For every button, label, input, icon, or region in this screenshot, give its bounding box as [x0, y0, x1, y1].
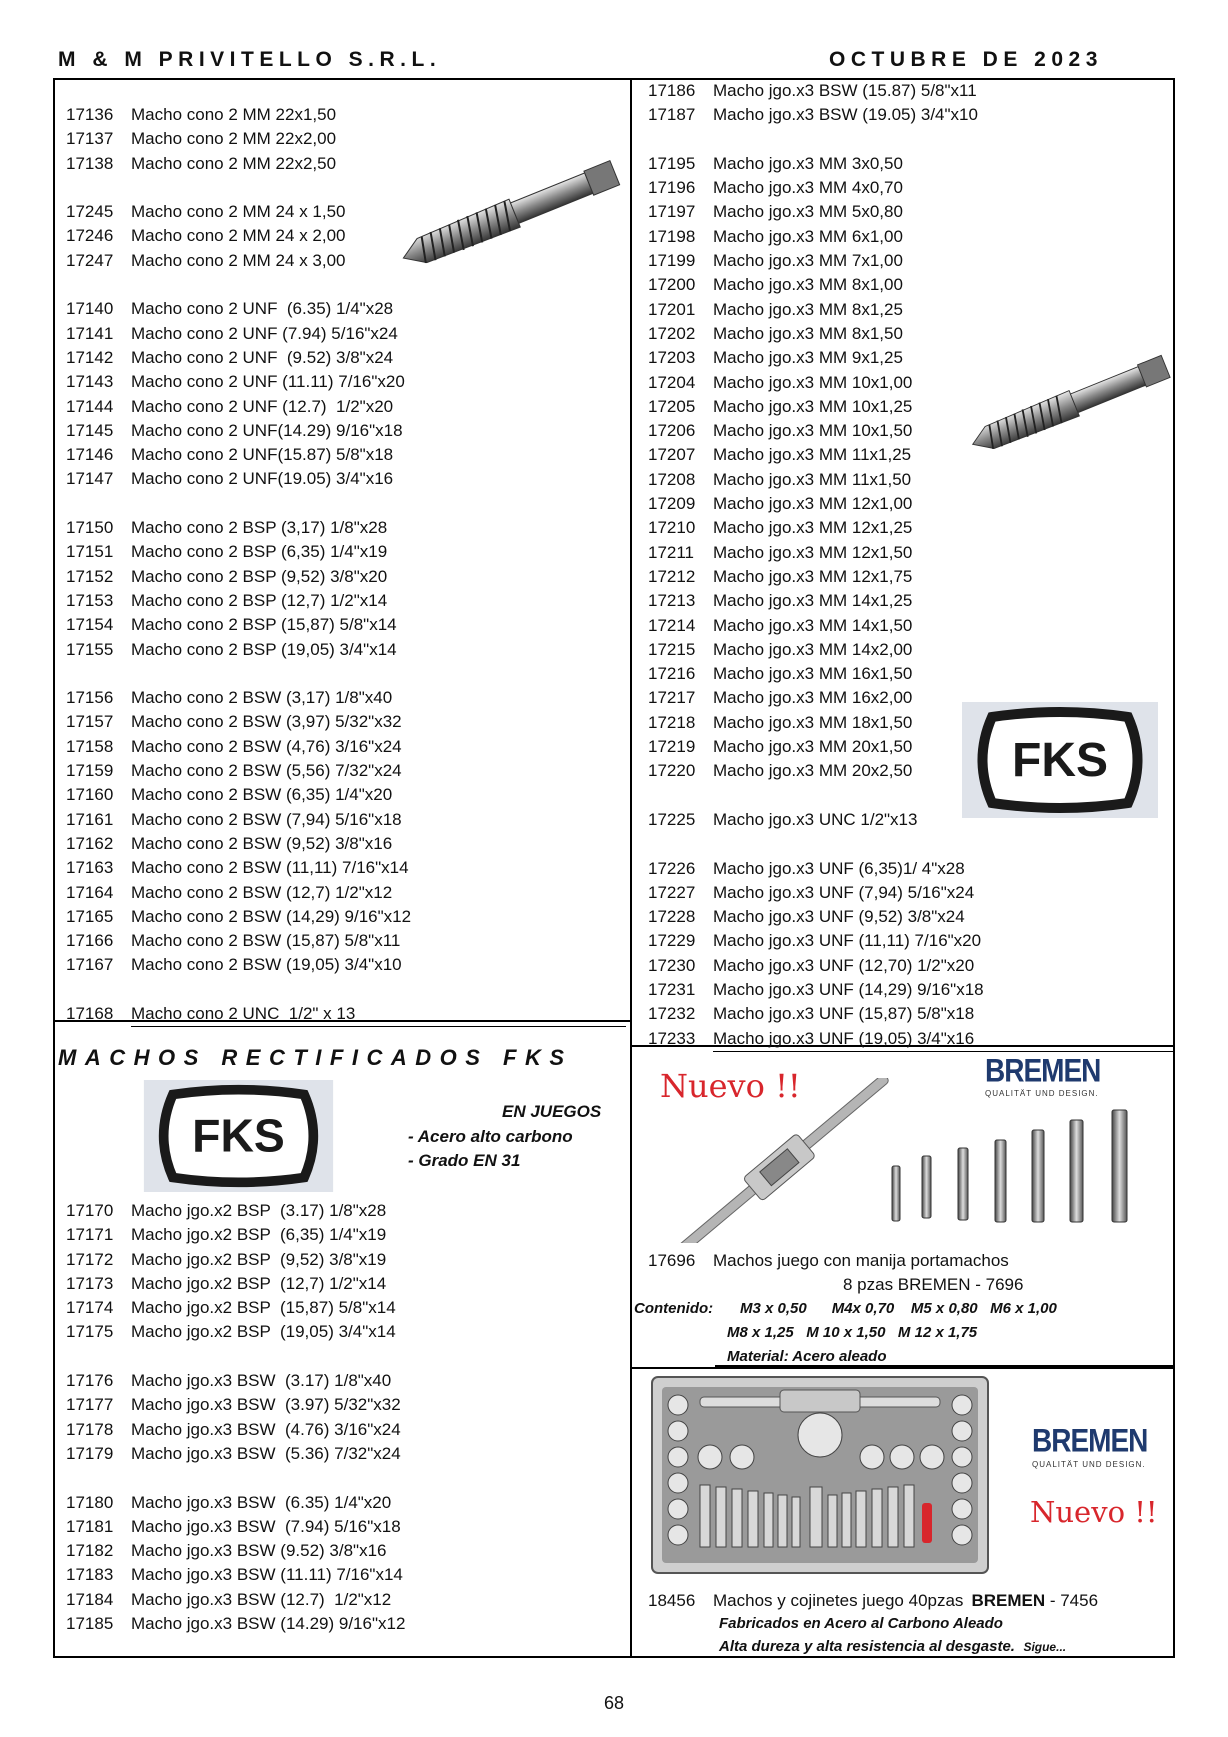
list-item	[639, 857, 1175, 881]
product-desc: Macho jgo.x3 MM 14x1,50	[713, 615, 913, 635]
product-code: 17226	[648, 858, 696, 878]
list-item	[639, 978, 1175, 1002]
en-juegos-label: EN JUEGOS	[502, 1102, 602, 1121]
product-code: 17136	[66, 105, 114, 124]
product-code: 17182	[66, 1541, 114, 1561]
product-code: 17180	[66, 1492, 114, 1512]
list-item	[57, 783, 626, 807]
product-desc: Macho jgo.x3 UNF (19,05) 3/4"x16	[713, 1027, 1175, 1052]
list-item	[639, 322, 1175, 346]
product-desc: Macho jgo.x3 BSW (12.7) 1/2"x12	[131, 1589, 392, 1609]
product-desc: Macho cono 2 UNF (12.7) 1/2"x20	[131, 396, 394, 416]
list-item	[639, 176, 1175, 200]
product-code: 17196	[648, 178, 696, 198]
product-desc: Macho jgo.x3 MM 8x1,00	[713, 275, 903, 295]
list-item	[57, 297, 626, 321]
list-item	[57, 710, 626, 734]
product-code: 17247	[66, 250, 114, 270]
list-item	[57, 540, 626, 564]
product-desc: Macho cono 2 BSW (6,35) 1/4"x20	[131, 785, 393, 805]
product-code: 17170	[66, 1201, 114, 1220]
product-desc: Macho jgo.x3 BSW (9.52) 3/8"x16	[131, 1541, 387, 1561]
list-item	[639, 298, 1175, 322]
product-desc: Macho cono 2 UNF (6.35) 1/4"x28	[131, 299, 394, 319]
product-code: 17205	[648, 396, 696, 416]
list-item	[57, 322, 626, 346]
list-item	[57, 1393, 405, 1417]
product-model: - 7456	[1045, 1591, 1099, 1610]
product-code: 17203	[648, 348, 696, 368]
product-code: 17168	[66, 1003, 114, 1023]
product-code: 17214	[648, 615, 696, 635]
product-code: 17167	[66, 955, 114, 975]
product-desc: Macho jgo.x3 BSW (14.29) 9/16"x12	[131, 1614, 406, 1634]
product-desc-line2: 8 pzas BREMEN - 7696	[843, 1275, 1024, 1295]
product-desc: Macho jgo.x2 BSP (12,7) 1/2"x14	[131, 1273, 387, 1293]
product-desc: Macho cono 2 MM 24 x 3,00	[131, 250, 346, 270]
product-code: 17155	[66, 639, 114, 659]
product-code: 17233	[648, 1028, 696, 1048]
product-code: 17228	[648, 907, 696, 927]
product-code: 17178	[66, 1419, 114, 1439]
product-desc: Macho cono 2 MM 24 x 2,00	[131, 226, 346, 246]
product-code: 18456	[648, 1591, 696, 1610]
product-code: 17157	[66, 712, 114, 732]
list-item	[57, 1199, 405, 1223]
product-desc: Macho cono 2 BSP (3,17) 1/8"x28	[131, 518, 388, 538]
product-desc: Macho jgo.x3 MM 12x1,25	[713, 518, 913, 538]
list-item	[639, 662, 1175, 686]
product-desc: Macho jgo.x3 BSW (7.94) 5/16"x18	[131, 1516, 401, 1536]
product-desc: Macho jgo.x3 MM 8x1,50	[713, 323, 903, 343]
product-code: 17187	[648, 105, 696, 125]
list-item	[57, 759, 626, 783]
list-item	[57, 1002, 626, 1027]
feature-grado: - Grado EN 31	[408, 1151, 521, 1170]
list-item	[57, 419, 626, 443]
list-item	[57, 832, 626, 856]
list-spacer	[639, 128, 1175, 152]
product-desc: Macho jgo.x3 UNF (15,87) 5/8"x18	[713, 1004, 975, 1024]
list-item	[57, 613, 626, 637]
product-code: 17207	[648, 445, 696, 465]
list-item	[57, 929, 626, 953]
list-item	[639, 1027, 1175, 1052]
product-desc: Macho jgo.x3 MM 12x1,75	[713, 566, 913, 586]
tap-die-case-image	[650, 1375, 990, 1575]
list-spacer	[57, 1466, 405, 1490]
list-item	[57, 103, 626, 127]
bremen-logo: BREMEN	[985, 1052, 1101, 1089]
product-code: 17142	[66, 347, 114, 367]
product-code: 17140	[66, 299, 114, 319]
product-code: 17225	[648, 809, 696, 829]
list-item	[57, 346, 626, 370]
product-desc: Macho cono 2 BSP (15,87) 5/8"x14	[131, 615, 397, 635]
product-code: 17184	[66, 1589, 114, 1609]
product-desc: Macho cono 2 BSW (14,29) 9/16"x12	[131, 906, 412, 926]
product-desc: Macho jgo.x3 MM 20x2,50	[713, 761, 913, 781]
list-item	[57, 1515, 405, 1539]
catalog-date: OCTUBRE DE 2023	[829, 48, 1103, 71]
product-code: 17174	[66, 1298, 114, 1318]
product-desc: Macho jgo.x3 MM 12x1,50	[713, 542, 913, 562]
product-code: 17232	[648, 1004, 696, 1024]
product-desc: Macho jgo.x3 BSW (3.17) 1/8"x40	[131, 1371, 392, 1391]
product-code: 17218	[648, 712, 696, 732]
product-desc: Macho jgo.x3 UNF (6,35)1/ 4"x28	[713, 858, 965, 878]
list-item	[639, 225, 1175, 249]
product-code: 17152	[66, 566, 114, 586]
list-spacer	[57, 1345, 405, 1369]
list-item	[57, 1588, 405, 1612]
product-desc: Macho jgo.x2 BSP (9,52) 3/8"x19	[131, 1249, 387, 1269]
product-desc: Macho jgo.x3 UNF (14,29) 9/16"x18	[713, 979, 984, 999]
list-spacer	[639, 832, 1175, 856]
product-desc: Macho jgo.x3 MM 8x1,25	[713, 299, 903, 319]
list-spacer	[57, 662, 626, 686]
list-item	[639, 200, 1175, 224]
product-desc: Macho jgo.x2 BSP (15,87) 5/8"x14	[131, 1298, 396, 1318]
product-code: 17183	[66, 1565, 114, 1585]
list-item	[57, 395, 626, 419]
product-code: 17206	[648, 421, 696, 441]
product-code: 17199	[648, 251, 696, 271]
tap-icon	[395, 150, 625, 280]
list-item	[57, 565, 626, 589]
product-code: 17159	[66, 761, 114, 781]
product-desc: Macho jgo.x3 UNF (9,52) 3/8"x24	[713, 907, 965, 927]
product-code: 17219	[648, 737, 696, 757]
product-desc: Macho jgo.x3 MM 14x1,25	[713, 591, 913, 611]
product-desc: Macho jgo.x2 BSP (3.17) 1/8"x28	[131, 1201, 387, 1220]
product-desc: Macho cono 2 BSW (5,56) 7/32"x24	[131, 761, 402, 781]
product-desc: Macho cono 2 BSW (19,05) 3/4"x10	[131, 955, 402, 975]
product-code: 17156	[66, 688, 114, 708]
list-item	[57, 1296, 405, 1320]
list-item	[57, 467, 626, 491]
product-code: 17137	[66, 129, 114, 149]
product-desc: Macho jgo.x3 MM 16x1,50	[713, 664, 913, 684]
tap-icon	[965, 345, 1175, 465]
product-brand: BREMEN	[971, 1591, 1046, 1610]
list-item	[57, 1442, 405, 1466]
product-code: 17163	[66, 858, 114, 878]
nuevo-badge: Nuevo !!	[660, 1067, 801, 1105]
svg-text:FKS: FKS	[1012, 734, 1108, 787]
product-desc: Macho jgo.x3 MM 11x1,50	[713, 469, 912, 489]
list-item	[57, 370, 626, 394]
product-code: 17204	[648, 372, 696, 392]
contenido-label: Contenido:	[634, 1300, 714, 1317]
product-code: 17231	[648, 979, 696, 999]
product-code: 17176	[66, 1371, 114, 1391]
list-item	[639, 1002, 1175, 1026]
product-desc: Macho jgo.x3 BSW (15.87) 5/8"x11	[713, 81, 977, 100]
list-item	[639, 905, 1175, 929]
nuevo-badge: Nuevo !!	[1030, 1495, 1158, 1529]
product-desc: Macho cono 2 BSW (4,76) 3/16"x24	[131, 736, 402, 756]
product-feature-text: Alta dureza y alta resistencia al desgaste.	[719, 1638, 1015, 1655]
product-desc: Macho cono 2 MM 22x2,50	[131, 153, 337, 173]
product-desc: Macho jgo.x3 MM 11x1,25	[713, 445, 912, 465]
product-code: 17172	[66, 1249, 114, 1269]
product-desc: Macho jgo.x3 MM 10x1,25	[713, 396, 913, 416]
product-desc: Macho jgo.x3 MM 14x2,00	[713, 639, 913, 659]
svg-text:FKS: FKS	[192, 1109, 285, 1162]
product-code: 17198	[648, 226, 696, 246]
list-item	[57, 953, 626, 977]
list-item	[57, 1612, 405, 1636]
list-item	[639, 954, 1175, 978]
product-desc: Machos juego con manija portamachos	[713, 1251, 1009, 1270]
product-code: 17147	[66, 469, 114, 489]
product-desc: Macho jgo.x3 UNC 1/2"x13	[713, 809, 918, 829]
list-item	[57, 589, 626, 613]
product-desc: Macho jgo.x3 BSW (4.76) 3/16"x24	[131, 1419, 401, 1439]
product-material: Fabricados en Acero al Carbono Aleado	[719, 1615, 1003, 1632]
fks-logo	[142, 1080, 335, 1192]
list-item	[57, 516, 626, 540]
product-code: 17154	[66, 615, 114, 635]
product-code: 17165	[66, 906, 114, 926]
product-desc: Macho jgo.x3 MM 5x0,80	[713, 202, 903, 222]
product-desc: Macho jgo.x3 MM 3x0,50	[713, 153, 903, 173]
product-code: 17220	[648, 761, 696, 781]
list-item	[639, 638, 1175, 662]
list-item	[57, 443, 626, 467]
product-desc: Macho cono 2 UNF (7.94) 5/16"x24	[131, 323, 398, 343]
list-item	[57, 1272, 405, 1296]
list-item	[57, 127, 626, 151]
product-desc: Macho jgo.x3 MM 7x1,00	[713, 251, 903, 271]
product-code: 17216	[648, 664, 696, 684]
product-desc: Macho jgo.x3 UNF (11,11) 7/16"x20	[713, 931, 982, 951]
list-item	[639, 881, 1175, 905]
product-code: 17158	[66, 736, 114, 756]
product-code: 17696	[648, 1251, 696, 1270]
product-code: 17210	[648, 518, 696, 538]
product-code: 17143	[66, 372, 114, 392]
product-code: 17138	[66, 153, 114, 173]
product-desc: Macho cono 2 BSW (11,11) 7/16"x14	[131, 858, 409, 878]
product-code: 17175	[66, 1322, 114, 1342]
list-spacer	[57, 492, 626, 516]
product-desc: Macho cono 2 BSP (12,7) 1/2"x14	[131, 590, 388, 610]
product-desc: Macho jgo.x3 BSW (11.11) 7/16"x14	[131, 1565, 403, 1585]
product-code: 17197	[648, 202, 696, 222]
product-desc: Macho cono 2 UNF(15.87) 5/8"x18	[131, 445, 394, 465]
product-code: 17177	[66, 1395, 114, 1415]
product-desc: Macho cono 2 BSW (3,97) 5/32"x32	[131, 712, 402, 732]
page-number: 68	[603, 1693, 625, 1713]
product-desc: Macho cono 2 MM 24 x 1,50	[131, 202, 346, 222]
list-item	[57, 1563, 405, 1587]
product-code: 17153	[66, 590, 114, 610]
product-desc: Macho jgo.x3 MM 18x1,50	[713, 712, 913, 732]
product-code: 17212	[648, 566, 696, 586]
product-code: 17211	[648, 542, 695, 562]
product-code: 17195	[648, 153, 696, 173]
product-code: 17209	[648, 494, 696, 514]
product-desc: Macho jgo.x3 MM 16x2,00	[713, 688, 913, 708]
contenido-line2: M8 x 1,25 M 10 x 1,50 M 12 x 1,75	[727, 1324, 978, 1341]
product-code: 17160	[66, 785, 114, 805]
list-item	[639, 103, 1175, 127]
list-item	[57, 1418, 405, 1442]
right-section-rule-2	[630, 1367, 1175, 1369]
section-title: MACHOS RECTIFICADOS FKS	[58, 1045, 573, 1070]
product-code: 17202	[648, 323, 696, 343]
product-code: 17150	[66, 518, 114, 538]
list-item	[639, 541, 1175, 565]
product-17696	[639, 1249, 1023, 1298]
price-list-left-bottom	[57, 1199, 405, 1636]
list-item	[57, 1539, 405, 1563]
product-code: 17179	[66, 1443, 114, 1463]
list-item	[57, 686, 626, 710]
product-desc: Macho cono 2 MM 22x1,50	[131, 105, 337, 124]
list-item	[57, 905, 626, 929]
material-label: Material: Acero aleado	[715, 1348, 1175, 1367]
product-desc: Macho cono 2 UNF (11.11) 7/16"x20	[131, 372, 405, 392]
column-divider	[630, 78, 632, 1658]
list-item	[639, 79, 1175, 103]
list-item	[639, 516, 1175, 540]
list-item	[57, 735, 626, 759]
product-desc: Macho jgo.x3 MM 10x1,50	[713, 421, 913, 441]
product-desc: Macho cono 2 BSW (3,17) 1/8"x40	[131, 688, 393, 708]
list-item	[639, 589, 1175, 613]
product-desc: Macho cono 2 UNF (9.52) 3/8"x24	[131, 347, 394, 367]
list-spacer	[57, 978, 626, 1002]
product-desc: Macho jgo.x3 BSW (3.97) 5/32"x32	[131, 1395, 401, 1415]
bremen-logo: BREMEN	[1032, 1422, 1148, 1459]
product-desc: Macho cono 2 BSW (7,94) 5/16"x18	[131, 809, 402, 829]
product-desc: Machos y cojinetes juego 40pzas	[713, 1591, 964, 1610]
product-code: 17166	[66, 931, 114, 951]
list-item	[639, 468, 1175, 492]
product-code: 17144	[66, 396, 114, 416]
list-item	[57, 1369, 405, 1393]
list-item	[639, 152, 1175, 176]
product-code: 17186	[648, 81, 696, 100]
product-code: 17227	[648, 882, 696, 902]
product-desc: Macho cono 2 BSW (15,87) 5/8"x11	[131, 931, 401, 951]
list-item	[639, 249, 1175, 273]
product-code: 17201	[648, 299, 696, 319]
product-desc: Macho cono 2 MM 22x2,00	[131, 129, 337, 149]
product-code: 17181	[66, 1516, 114, 1536]
product-code: 17164	[66, 882, 114, 902]
product-desc: Macho cono 2 BSP (9,52) 3/8"x20	[131, 566, 388, 586]
product-desc: Macho cono 2 BSW (12,7) 1/2"x12	[131, 882, 393, 902]
tap-set-image	[650, 1078, 1170, 1243]
price-list-right-top	[639, 79, 1175, 1052]
fks-logo	[962, 702, 1158, 818]
list-item	[57, 1491, 405, 1515]
list-item	[57, 881, 626, 905]
product-desc: Macho jgo.x3 BSW (5.36) 7/32"x24	[131, 1443, 401, 1463]
list-item	[639, 492, 1175, 516]
product-desc: Macho jgo.x2 BSP (6,35) 1/4"x19	[131, 1225, 387, 1245]
product-features	[719, 1638, 1066, 1656]
product-desc: Macho jgo.x3 BSW (19.05) 3/4"x10	[713, 105, 978, 125]
product-desc: Macho jgo.x3 MM 9x1,25	[713, 348, 903, 368]
product-desc: Macho cono 2 BSP (6,35) 1/4"x19	[131, 542, 388, 562]
product-desc: Macho jgo.x3 BSW (6.35) 1/4"x20	[131, 1492, 392, 1512]
product-code: 17145	[66, 420, 114, 440]
bremen-tagline: QUALITÄT UND DESIGN.	[1032, 1460, 1146, 1469]
product-code: 17229	[648, 931, 696, 951]
product-desc: Macho cono 2 BSW (9,52) 3/8"x16	[131, 833, 393, 853]
list-item	[639, 929, 1175, 953]
product-code: 17146	[66, 445, 114, 465]
list-item	[639, 273, 1175, 297]
list-item	[57, 856, 626, 880]
product-desc: Macho cono 2 BSP (19,05) 3/4"x14	[131, 639, 397, 659]
product-code: 17185	[66, 1614, 114, 1634]
product-desc: Macho jgo.x3 MM 12x1,00	[713, 494, 913, 514]
list-item	[57, 808, 626, 832]
product-desc: Macho jgo.x3 UNF (7,94) 5/16"x24	[713, 882, 975, 902]
feature-acero: - Acero alto carbono	[408, 1127, 573, 1146]
list-item	[57, 638, 626, 662]
product-desc: Macho jgo.x2 BSP (19,05) 3/4"x14	[131, 1322, 396, 1342]
product-desc: Macho jgo.x3 MM 6x1,00	[713, 226, 903, 246]
product-code: 17245	[66, 202, 114, 222]
product-desc: Macho cono 2 UNF(14.29) 9/16"x18	[131, 420, 403, 440]
list-item	[639, 565, 1175, 589]
product-code: 17208	[648, 469, 696, 489]
product-desc: Macho jgo.x3 MM 20x1,50	[713, 737, 913, 757]
product-desc: Macho jgo.x3 MM 10x1,00	[713, 372, 913, 392]
product-code: 17230	[648, 955, 696, 975]
list-item	[57, 1248, 405, 1272]
product-desc: Macho jgo.x3 UNF (12,70) 1/2"x20	[713, 955, 975, 975]
product-desc: Macho cono 2 UNC 1/2" x 13	[131, 1002, 626, 1027]
product-code: 17141	[66, 323, 114, 343]
product-code: 17161	[66, 809, 114, 829]
bremen-tagline: QUALITÄT UND DESIGN.	[985, 1089, 1099, 1098]
product-code: 17246	[66, 226, 114, 246]
company-name: M & M PRIVITELLO S.R.L.	[58, 48, 442, 71]
product-18456	[639, 1589, 1098, 1613]
product-code: 17213	[648, 591, 696, 611]
product-code: 17217	[648, 688, 696, 708]
product-code: 17151	[66, 542, 114, 562]
sigue-label: Sigue...	[1023, 1640, 1067, 1654]
product-desc: Macho jgo.x3 MM 4x0,70	[713, 178, 903, 198]
product-desc: Macho cono 2 UNF(19.05) 3/4"x16	[131, 469, 394, 489]
product-code: 17200	[648, 275, 696, 295]
list-item	[639, 614, 1175, 638]
product-code: 17171	[66, 1225, 114, 1245]
product-code: 17173	[66, 1273, 114, 1293]
list-item	[57, 1320, 405, 1344]
list-item	[57, 1223, 405, 1247]
product-code: 17162	[66, 833, 114, 853]
contenido-line1: M3 x 0,50 M4x 0,70 M5 x 0,80 M6 x 1,00	[740, 1300, 1057, 1317]
product-code: 17215	[648, 639, 696, 659]
